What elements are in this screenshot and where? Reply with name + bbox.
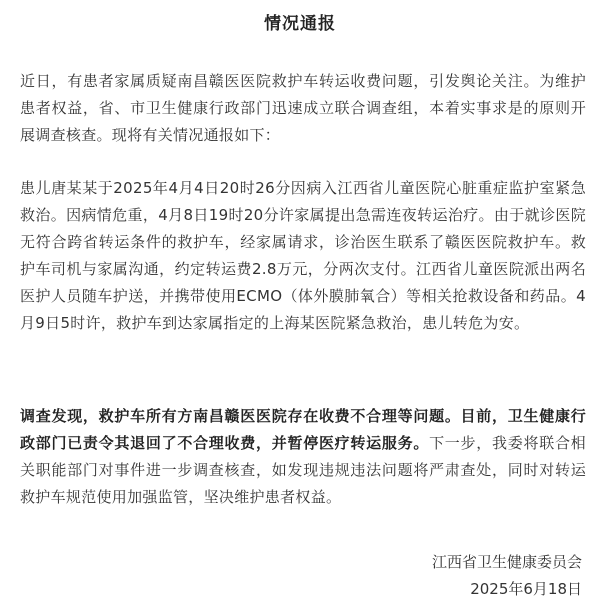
paragraph-details: 患儿唐某某于2025年4月4日20时26分因病入江西省儿童医院心脏重症监护室紧急救治。因病情危重，4月8日19时20分许家属提出急需连夜转运治疗。由于就诊医院无符合跨省转运条件的救护车，经家属请求，诊治医生联系了赣医医院救护车。救护车司机与家属沟通，约定转运费2.8万元，分两次支付。江西省儿童医院派出两名医护人员随车护送，并携带使用ECMO（体外膜肺氧合）等相关抢救设备和药品。4月9日5时许，救护车到达家属指定的上海某医院紧急救治，患儿转危为安。: [20, 179, 586, 332]
signature-date: 2025年6月18日: [470, 580, 582, 598]
findings-bold-text: 调查发现，救护车所有方南昌赣医医院存在收费不合理等问题。目前，卫生健康行政部门已责令其退回了不合理收费，并暂停医疗转运服务。: [20, 407, 586, 452]
notice-title: 情况通报: [264, 14, 336, 34]
findings-next-steps-text: 下一步，我委将联合相关职能部门对事件进一步调查核查，如发现违规违法问题将严肃查处，同时对转运救护车规范使用加强监管，坚决维护患者权益。: [20, 434, 586, 506]
signature-organization: 江西省卫生健康委员会: [431, 553, 582, 571]
paragraph-findings: [20, 403, 586, 511]
paragraph-intro: 近日，有患者家属质疑南昌赣医医院救护车转运收费问题，引发舆论关注。为维护患者权益，省、市卫生健康行政部门迅速成立联合调查组，本着实事求是的原则开展调查核查。现将有关情况通报如下：: [20, 72, 586, 144]
